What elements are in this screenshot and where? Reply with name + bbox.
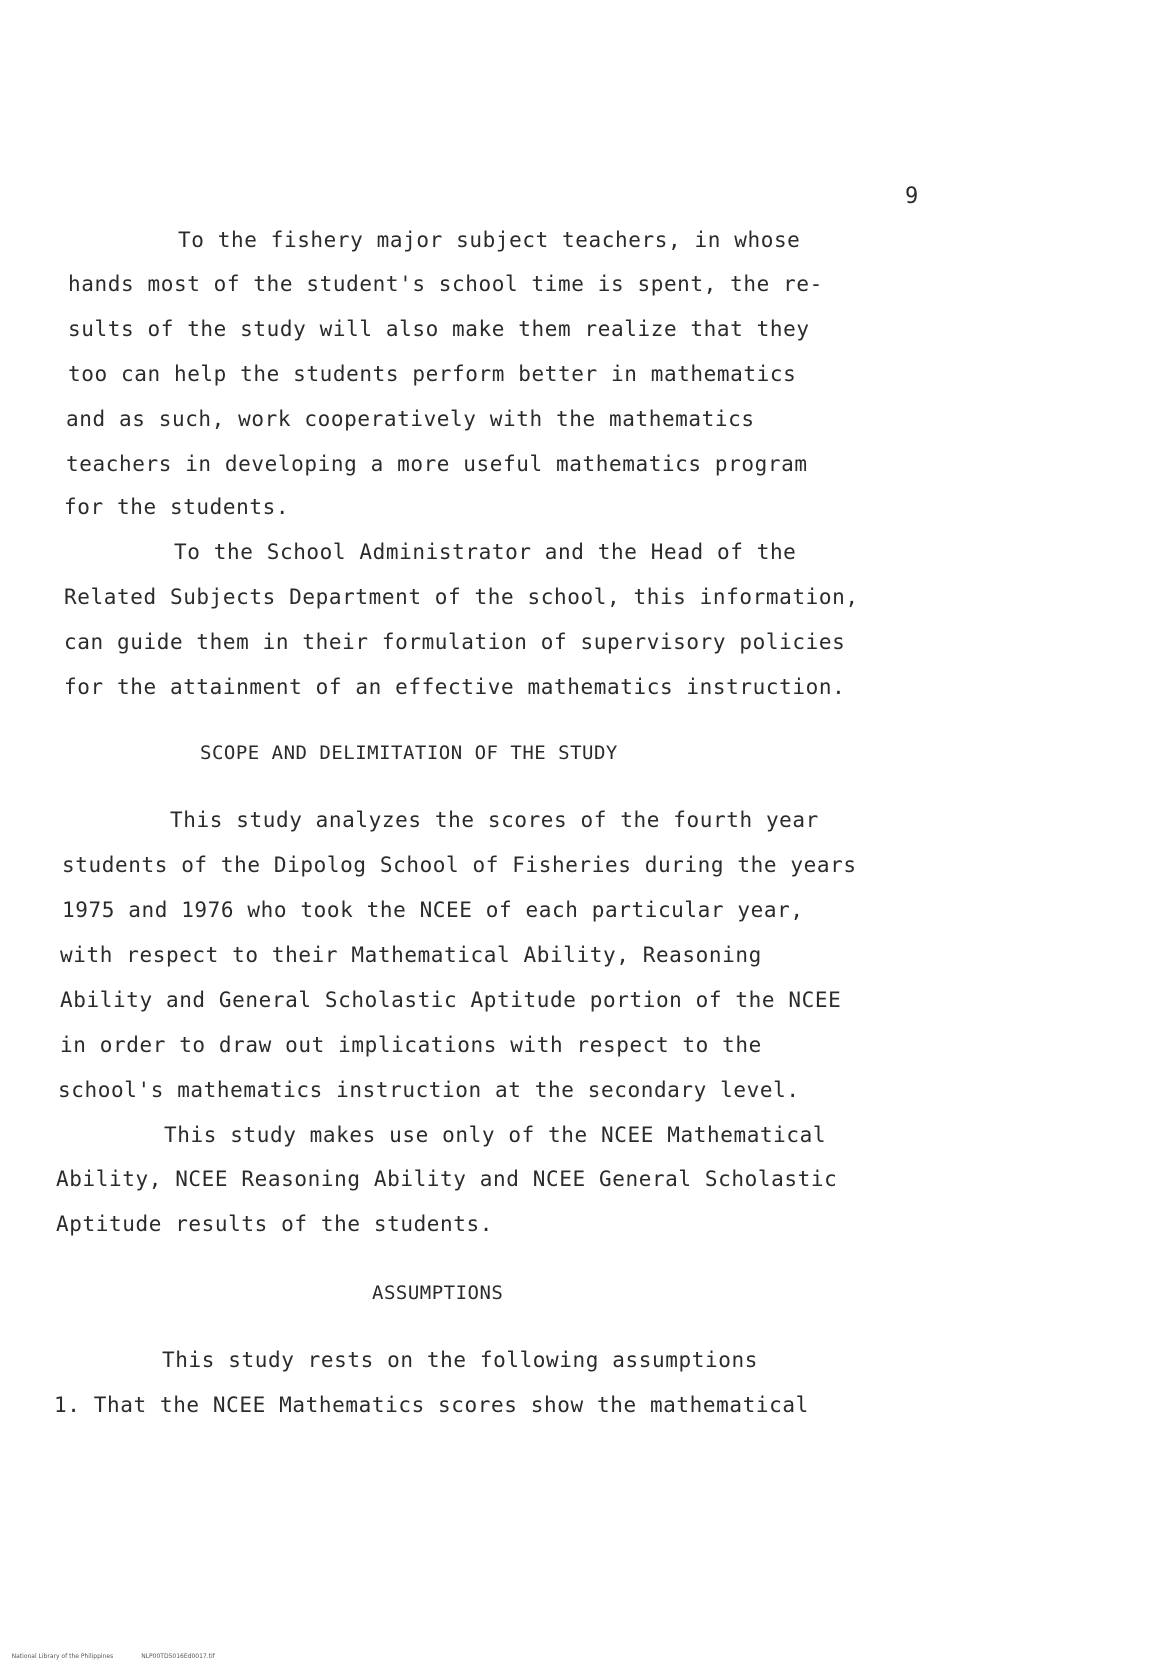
paragraph-line: for the attainment of an effective mathematics instruction. bbox=[64, 675, 846, 699]
paragraph-line: students of the Dipolog School of Fisheries during the years bbox=[62, 853, 857, 877]
footer-library: National Library of the Philippines bbox=[11, 1653, 114, 1660]
paragraph-line: too can help the students perform better in mathematics bbox=[68, 362, 797, 386]
paragraph-line: and as such, work cooperatively with the mathematics bbox=[66, 407, 755, 431]
paragraph-line: Aptitude results of the students. bbox=[56, 1212, 494, 1236]
paragraph-line: in order to draw out implications with respect to the bbox=[60, 1033, 762, 1057]
paragraph-line: 1975 and 1976 who took the NCEE of each particular year, bbox=[62, 898, 804, 922]
paragraph-line: can guide them in their formulation of supervisory policies bbox=[64, 630, 846, 654]
section-heading-assumptions: ASSUMPTIONS bbox=[372, 1282, 504, 1304]
paragraph-line: Ability and General Scholastic Aptitude portion of the NCEE bbox=[60, 988, 842, 1012]
page-number: 9 bbox=[905, 184, 919, 209]
paragraph-line: This study rests on the following assumptions bbox=[162, 1348, 758, 1372]
paragraph-line: This study analyzes the scores of the fourth year bbox=[170, 808, 819, 832]
paragraph-line: hands most of the student's school time is spent, the re- bbox=[68, 272, 823, 296]
paragraph-line: with respect to their Mathematical Ability, Reasoning bbox=[60, 943, 762, 967]
paragraph-line: sults of the study will also make them realize that they bbox=[68, 317, 810, 341]
section-heading-scope: SCOPE AND DELIMITATION OF THE STUDY bbox=[200, 742, 618, 764]
paragraph-line: Related Subjects Department of the school, this information, bbox=[64, 585, 859, 609]
paragraph-line: school's mathematics instruction at the secondary level. bbox=[58, 1078, 800, 1102]
paragraph-line: To the School Administrator and the Head of the bbox=[174, 540, 797, 564]
paragraph-line: Ability, NCEE Reasoning Ability and NCEE General Scholastic bbox=[56, 1167, 838, 1191]
paragraph-line: for the students. bbox=[64, 495, 290, 519]
paragraph-line: To the fishery major subject teachers, in whose bbox=[178, 228, 801, 252]
paragraph-line: 1. That the NCEE Mathematics scores show the mathematical bbox=[54, 1393, 809, 1417]
paragraph-line: This study makes use only of the NCEE Mathematical bbox=[164, 1123, 827, 1147]
scan-footer bbox=[4, 1646, 243, 1667]
paragraph-line: teachers in developing a more useful mathematics program bbox=[66, 452, 808, 476]
footer-file: NLP00TD5016Ed0017.tif bbox=[141, 1653, 215, 1660]
